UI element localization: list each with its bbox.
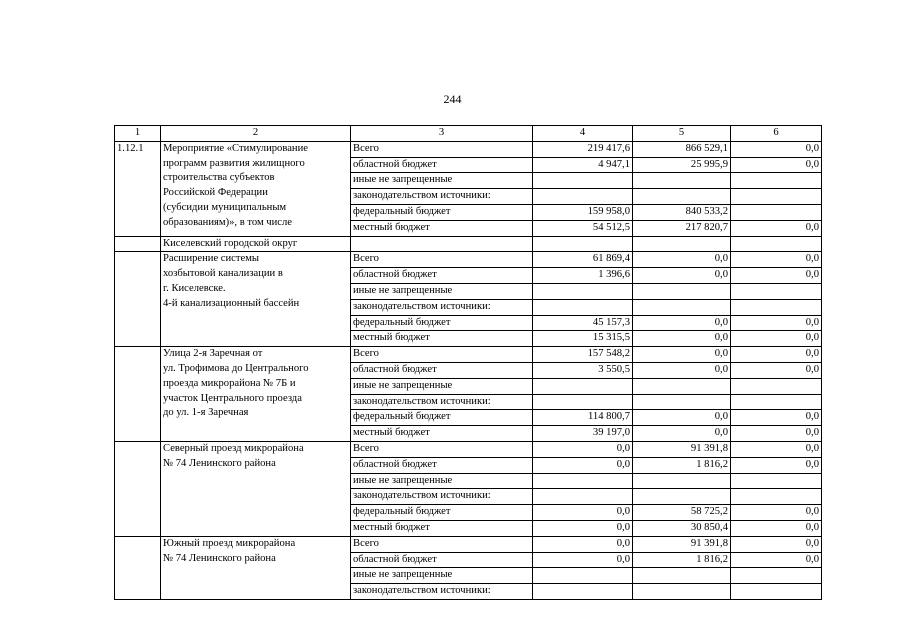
source-label: федеральный бюджет <box>351 410 533 426</box>
empty-cell <box>533 283 633 299</box>
value-cell: 157 548,2 <box>533 347 633 363</box>
budget-table <box>114 125 822 600</box>
value-cell: 0,0 <box>533 441 633 457</box>
table-row <box>115 252 822 268</box>
source-label: областной бюджет <box>351 362 533 378</box>
empty-cell <box>115 536 161 599</box>
empty-cell <box>731 236 822 252</box>
value-cell: 58 725,2 <box>633 505 731 521</box>
value-cell: 0,0 <box>731 457 822 473</box>
value-cell: 0,0 <box>731 315 822 331</box>
project-name <box>161 347 351 442</box>
value-cell: 0,0 <box>633 362 731 378</box>
empty-cell <box>633 378 731 394</box>
source-label: законодательством источники: <box>351 394 533 410</box>
source-label: местный бюджет <box>351 331 533 347</box>
value-cell: 0,0 <box>731 426 822 442</box>
source-label: областной бюджет <box>351 157 533 173</box>
source-label: Всего <box>351 441 533 457</box>
value-cell: 217 820,7 <box>633 220 731 236</box>
empty-cell <box>533 394 633 410</box>
value-cell: 4 947,1 <box>533 157 633 173</box>
empty-cell <box>115 347 161 442</box>
empty-cell <box>633 473 731 489</box>
value-cell: 159 958,0 <box>533 204 633 220</box>
name-line: программ развития жилищного <box>163 157 305 169</box>
empty-cell <box>633 189 731 205</box>
source-label: законодательством источники: <box>351 299 533 315</box>
value-cell: 3 550,5 <box>533 362 633 378</box>
value-cell: 15 315,5 <box>533 331 633 347</box>
value-cell: 0,0 <box>731 157 822 173</box>
source-label: Всего <box>351 347 533 363</box>
name-line: Расширение системы <box>163 253 260 265</box>
source-label: областной бюджет <box>351 457 533 473</box>
name-line: 4-й канализационный бассейн <box>163 297 300 309</box>
empty-cell <box>633 489 731 505</box>
source-label: Всего <box>351 252 533 268</box>
empty-cell <box>731 489 822 505</box>
value-cell: 39 197,0 <box>533 426 633 442</box>
value-cell: 61 869,4 <box>533 252 633 268</box>
empty-cell <box>533 473 633 489</box>
source-label: областной бюджет <box>351 552 533 568</box>
source-label: местный бюджет <box>351 220 533 236</box>
value-cell: 0,0 <box>533 520 633 536</box>
source-label: местный бюджет <box>351 426 533 442</box>
value-cell: 0,0 <box>731 552 822 568</box>
section-name <box>161 141 351 236</box>
value-cell: 0,0 <box>731 410 822 426</box>
empty-cell <box>731 584 822 600</box>
page-number: 244 <box>443 92 462 106</box>
value-cell: 25 995,9 <box>633 157 731 173</box>
name-line: Северный проезд микрорайона <box>163 442 304 454</box>
name-line: проезда микрорайона № 7Б и <box>163 377 296 389</box>
value-cell: 1 396,6 <box>533 268 633 284</box>
empty-cell <box>533 378 633 394</box>
source-label: федеральный бюджет <box>351 505 533 521</box>
empty-cell <box>731 283 822 299</box>
value-cell: 45 157,3 <box>533 315 633 331</box>
name-line: № 74 Ленинского района <box>163 457 276 469</box>
table-header-row <box>115 126 822 142</box>
empty-cell <box>731 299 822 315</box>
source-label: законодательством источники: <box>351 189 533 205</box>
value-cell: 0,0 <box>731 347 822 363</box>
empty-cell <box>633 173 731 189</box>
value-cell: 0,0 <box>633 410 731 426</box>
empty-cell <box>115 252 161 347</box>
value-cell: 0,0 <box>633 252 731 268</box>
name-line: образованиям)», в том числе <box>163 216 292 228</box>
value-cell: 54 512,5 <box>533 220 633 236</box>
source-label: федеральный бюджет <box>351 204 533 220</box>
value-cell: 0,0 <box>731 505 822 521</box>
empty-cell <box>533 236 633 252</box>
empty-cell <box>533 299 633 315</box>
empty-cell <box>633 299 731 315</box>
table-row <box>115 441 822 457</box>
source-label: законодательством источники: <box>351 584 533 600</box>
name-line: хозбытовой канализации в <box>163 268 283 280</box>
empty-cell <box>633 236 731 252</box>
value-cell: 0,0 <box>731 536 822 552</box>
table-row <box>115 536 822 552</box>
value-cell: 1 816,2 <box>633 552 731 568</box>
empty-cell <box>533 189 633 205</box>
value-cell: 0,0 <box>633 268 731 284</box>
header-cell: 6 <box>731 126 822 142</box>
value-cell: 114 800,7 <box>533 410 633 426</box>
section-code: 1.12.1 <box>115 141 161 236</box>
source-label: Всего <box>351 536 533 552</box>
value-cell: 0,0 <box>731 362 822 378</box>
header-cell: 3 <box>351 126 533 142</box>
name-line: (субсидии муниципальным <box>163 201 287 213</box>
empty-cell <box>533 568 633 584</box>
value-cell: 0,0 <box>731 141 822 157</box>
value-cell: 0,0 <box>533 536 633 552</box>
value-cell: 0,0 <box>533 457 633 473</box>
header-cell: 2 <box>161 126 351 142</box>
value-cell: 0,0 <box>731 252 822 268</box>
empty-cell <box>731 473 822 489</box>
header-cell: 4 <box>533 126 633 142</box>
value-cell: 0,0 <box>731 268 822 284</box>
name-line: Мероприятие «Стимулирование <box>163 142 308 154</box>
value-cell: 840 533,2 <box>633 204 731 220</box>
value-cell: 0,0 <box>633 426 731 442</box>
empty-cell <box>533 173 633 189</box>
source-label: иные не запрещенные <box>351 568 533 584</box>
name-line: Южный проезд микрорайона <box>163 537 296 549</box>
value-cell: 0,0 <box>633 347 731 363</box>
source-label: Всего <box>351 141 533 157</box>
empty-cell <box>351 236 533 252</box>
value-cell: 0,0 <box>731 520 822 536</box>
district-name: Киселевский городской округ <box>161 236 351 252</box>
source-label: иные не запрещенные <box>351 283 533 299</box>
name-line: Российской Федерации <box>163 187 268 199</box>
value-cell <box>731 204 822 220</box>
value-cell: 91 391,8 <box>633 441 731 457</box>
name-line: до ул. 1-я Заречная <box>163 407 249 419</box>
name-line: г. Киселевске. <box>163 282 226 294</box>
value-cell: 1 816,2 <box>633 457 731 473</box>
value-cell: 0,0 <box>731 220 822 236</box>
name-line: ул. Трофимова до Центрального <box>163 362 309 374</box>
source-label: местный бюджет <box>351 520 533 536</box>
empty-cell <box>533 584 633 600</box>
value-cell: 30 850,4 <box>633 520 731 536</box>
name-line: участок Центрального проезда <box>163 392 302 404</box>
source-label: иные не запрещенные <box>351 473 533 489</box>
source-label: иные не запрещенные <box>351 378 533 394</box>
project-name <box>161 536 351 599</box>
value-cell: 219 417,6 <box>533 141 633 157</box>
project-name <box>161 441 351 536</box>
empty-cell <box>115 236 161 252</box>
name-line: № 74 Ленинского района <box>163 552 276 564</box>
value-cell: 0,0 <box>633 331 731 347</box>
name-line: строительства субъектов <box>163 172 275 184</box>
source-label: областной бюджет <box>351 268 533 284</box>
source-label: иные не запрещенные <box>351 173 533 189</box>
source-label: законодательством источники: <box>351 489 533 505</box>
empty-cell <box>731 189 822 205</box>
value-cell: 0,0 <box>731 331 822 347</box>
value-cell: 0,0 <box>731 441 822 457</box>
source-label: федеральный бюджет <box>351 315 533 331</box>
empty-cell <box>731 378 822 394</box>
header-cell: 1 <box>115 126 161 142</box>
district-row <box>115 236 822 252</box>
empty-cell <box>533 489 633 505</box>
empty-cell <box>633 568 731 584</box>
empty-cell <box>633 584 731 600</box>
empty-cell <box>633 283 731 299</box>
empty-cell <box>731 173 822 189</box>
value-cell: 0,0 <box>533 505 633 521</box>
empty-cell <box>731 568 822 584</box>
table-row <box>115 347 822 363</box>
project-name <box>161 252 351 347</box>
empty-cell <box>115 441 161 536</box>
value-cell: 91 391,8 <box>633 536 731 552</box>
name-line: Улица 2-я Заречная от <box>163 348 263 360</box>
table-row <box>115 141 822 157</box>
value-cell: 0,0 <box>533 552 633 568</box>
value-cell: 0,0 <box>633 315 731 331</box>
header-cell: 5 <box>633 126 731 142</box>
empty-cell <box>633 394 731 410</box>
empty-cell <box>731 394 822 410</box>
value-cell: 866 529,1 <box>633 141 731 157</box>
